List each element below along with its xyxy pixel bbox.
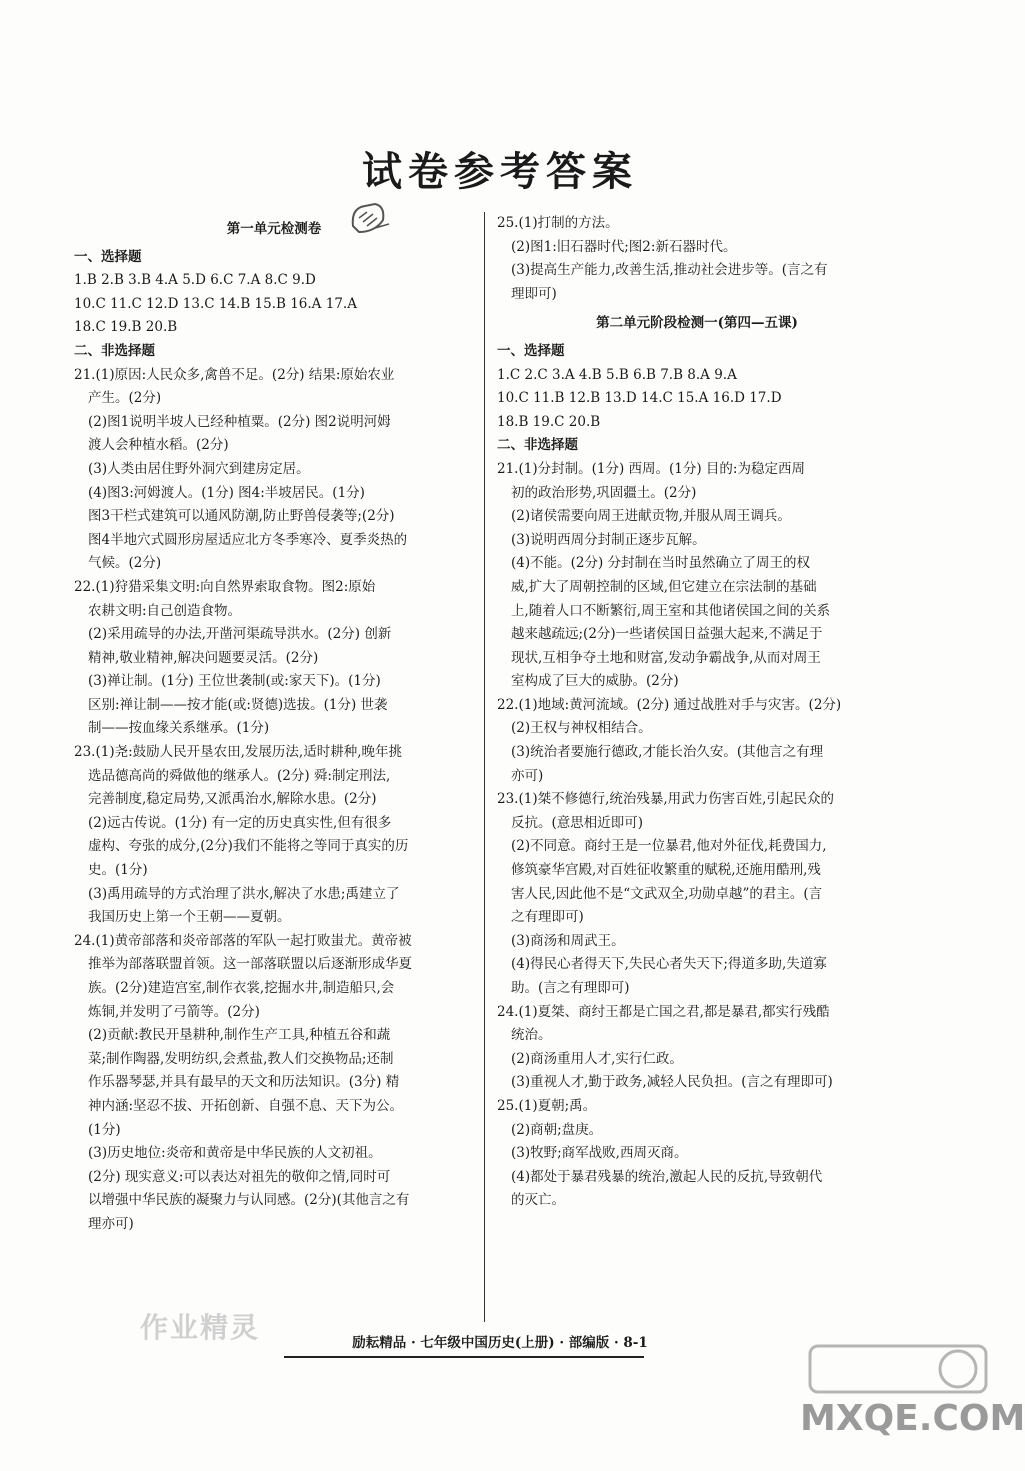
answer-line: 炼铜,并发明了弓箭等。(2分) [88, 1003, 260, 1020]
site-watermark: MXQE.COM [800, 1398, 1025, 1439]
answer-line: 1.B 2.B 3.B 4.A 5.D 6.C 7.A 8.C 9.D [74, 272, 316, 289]
section-title: 第一单元检测卷 [226, 221, 322, 237]
answer-line: 害人民,因此他不是“文武双全,功勋卓越”的君主。(言 [511, 885, 823, 902]
answer-line: 族。(2分)建造宫室,制作衣裳,挖掘水井,制造船只,会 [88, 980, 395, 996]
subsection-heading: 二、非选择题 [497, 437, 578, 454]
answer-line: 气候。(2分) [88, 555, 162, 572]
answer-line: 反抗。(意思相近即可) [511, 814, 644, 831]
answer-line: 区别:禅让制——按才能(或:贤德)选拔。(1分) 世袭 [88, 696, 388, 713]
answer-line: 25.(1)打制的方法。 [497, 215, 619, 231]
answer-line: (3)商汤和周武王。 [511, 932, 625, 949]
column-divider [484, 212, 485, 1322]
answer-line: 10.C 11.C 12.D 13.C 14.B 15.B 16.A 17.A [74, 295, 357, 312]
answer-line: 制——按血缘关系继承。(1分) [88, 720, 270, 737]
answer-line: 修筑豪华宫殿,对百姓征收繁重的赋税,还施用酷刑,残 [511, 862, 821, 879]
answer-line: 上,随着人口不断繁衍,周王室和其他诸侯国之间的关系 [511, 602, 831, 619]
answer-line: (4)都处于暴君残暴的统治,激起人民的反抗,导致朝代 [511, 1168, 823, 1185]
answer-line: (3)提高生产能力,改善生活,推动社会进步等。(言之有 [511, 262, 828, 279]
answer-line: (2分) 现实意义:可以表达对祖先的敬仰之情,同时可 [88, 1168, 391, 1185]
answer-line: 精神,敬业精神,解决问题要灵活。(2分) [88, 649, 319, 666]
answer-line: (3)牧野;商军战败,西周灭商。 [511, 1145, 688, 1162]
answer-line: 理即可) [511, 285, 557, 302]
answer-line: 选品德高尚的舜做他的继承人。(2分) 舜:制定刑法, [88, 767, 391, 784]
answer-line: (3)禹用疏导的方式治理了洪水,解决了水患;禹建立了 [88, 885, 400, 902]
answer-line: (4)不能。(2分) 分封制在当时虽然确立了周王的权 [511, 555, 811, 572]
answer-line: 渡人会种植水稻。(2分) [88, 437, 229, 454]
left-answer-column [74, 212, 474, 1237]
answer-line: (2)不同意。商纣王是一位暴君,他对外征伐,耗费国力, [511, 838, 827, 855]
answer-line: 越来越疏远;(2分)一些诸侯国日益强大起来,不满足于 [511, 626, 823, 643]
answer-line: 亦可) [511, 767, 544, 784]
subsection-heading: 二、非选择题 [74, 342, 155, 359]
page-title: 试卷参考答案 [362, 148, 638, 195]
answer-line: 以增强中华民族的凝聚力与认同感。(2分)(其他言之有 [88, 1192, 410, 1209]
answer-line: (3)统治者要施行德政,才能长治久安。(其他言之有理 [511, 744, 824, 761]
answer-line: (2)诸侯需要向周王进献贡物,并服从周王调兵。 [511, 508, 791, 525]
answer-line: 神内涵:坚忍不拔、开拓创新、自强不息、天下为公。 [88, 1097, 404, 1114]
answer-line: 菜;制作陶器,发明纺织,会煮盐,教人们交换物品;还制 [88, 1050, 394, 1067]
answer-line: (2)图1:旧石器时代;图2:新石器时代。 [511, 238, 737, 255]
section-title: 第二单元阶段检测一(第四—五课) [596, 315, 798, 332]
answer-line: (2)贡献:教民开垦耕种,制作生产工具,种植五谷和蔬 [88, 1027, 391, 1044]
answer-line: (3)禅让制。(1分) 王位世袭制(或:家天下)。(1分) [88, 673, 381, 690]
answer-site-logo-icon [808, 1340, 988, 1396]
answer-line: 产生。(2分) [88, 390, 162, 407]
right-answer-column [497, 212, 897, 1213]
answer-line: 统治。 [511, 1027, 552, 1044]
answer-line: 推举为部落联盟首领。这一部落联盟以后逐渐形成华夏 [88, 956, 412, 973]
answer-line: 图3干栏式建筑可以通风防潮,防止野兽侵袭等;(2分) [88, 508, 395, 525]
answer-line: (3)历史地位:炎帝和黄帝是中华民族的人文初祖。 [88, 1145, 382, 1162]
answer-line: 23.(1)尧:鼓励人民开垦农田,发展历法,适时耕种,晚年挑 [74, 744, 403, 761]
answer-line: 18.B 19.C 20.B [497, 413, 601, 430]
answer-line: (4)得民心者得天下,失民心者失天下;得道多助,失道寡 [511, 956, 827, 973]
answer-line: (2)商朝;盘庚。 [511, 1121, 603, 1138]
answer-line: 初的政治形势,巩固疆土。(2分) [511, 484, 697, 501]
answer-line: 18.C 19.B 20.B [74, 319, 178, 336]
answer-line: (3)说明西周分封制正逐步瓦解。 [511, 531, 706, 548]
answer-line: 之有理即可) [511, 909, 584, 926]
answer-line: (3)重视人才,勤于政务,减轻人民负担。(言之有理即可) [511, 1074, 833, 1091]
answer-line: 21.(1)分封制。(1分) 西周。(1分) 目的:为稳定西周 [497, 460, 805, 477]
answer-line: 室构成了巨大的威胁。(2分) [511, 673, 679, 690]
subsection-heading: 一、选择题 [497, 342, 565, 359]
answer-line: (2)远古传说。(1分) 有一定的历史真实性,但有很多 [88, 814, 392, 831]
answer-line: 助。(言之有理即可) [511, 980, 630, 996]
answer-line: 21.(1)原因:人民众多,禽兽不足。(2分) 结果:原始农业 [74, 366, 395, 383]
answer-line: 作乐器琴瑟,并具有最早的天文和历法知识。(3分) 精 [88, 1074, 400, 1091]
answer-line: (4)图3:河姆渡人。(1分) 图4:半坡居民。(1分) [88, 484, 365, 501]
answer-line: 现状,互相争夺土地和财富,发动争霸战争,从而对周王 [511, 649, 821, 666]
answer-line: 图4半地穴式圆形房屋适应北方冬季寒冷、夏季炎热的 [88, 531, 408, 548]
answer-line: (2)商汤重用人才,实行仁政。 [511, 1050, 683, 1067]
stamp-watermark: 作业精灵 [140, 1311, 261, 1344]
answer-line: 1.C 2.C 3.A 4.B 5.B 6.B 7.B 8.A 9.A [497, 366, 737, 383]
answer-line: (3)人类由居住野外洞穴到建房定居。 [88, 460, 310, 477]
answer-line: 史。(1分) [88, 862, 148, 879]
answer-line: 我国历史上第一个王朝——夏朝。 [88, 909, 291, 926]
answer-line: 的灭亡。 [511, 1192, 565, 1209]
answer-line: 威,扩大了周朝控制的区域,但它建立在宗法制的基础 [511, 578, 817, 595]
footer-rule [284, 1356, 644, 1358]
answer-line: 虚构、夸张的成分,(2分)我们不能将之等同于真实的历 [88, 838, 409, 855]
answer-line: 25.(1)夏朝;禹。 [497, 1097, 597, 1114]
answer-line: (2)采用疏导的办法,开凿河渠疏导洪水。(2分) 创新 [88, 626, 392, 643]
answer-line: 24.(1)黄帝部落和炎帝部落的军队一起打败蚩尤。黄帝被 [74, 932, 412, 949]
answer-line: 完善制度,稳定局势,又派禹治水,解除水患。(2分) [88, 791, 377, 808]
answer-line: 农耕文明:自己创造食物。 [88, 602, 242, 619]
answer-line: 24.(1)夏桀、商纣王都是亡国之君,都是暴君,都实行残酷 [497, 1003, 830, 1020]
answer-line: (2)王权与神权相结合。 [511, 720, 652, 737]
answer-line: (1分) [88, 1121, 121, 1138]
answer-line: (2)图1说明半坡人已经种植粟。(2分) 图2说明河姆 [88, 413, 391, 430]
answer-line: 10.C 11.B 12.B 13.D 14.C 15.A 16.D 17.D [497, 390, 782, 407]
answer-line: 23.(1)桀不修德行,统治残暴,用武力伤害百姓,引起民众的 [497, 791, 834, 808]
answer-line: 理亦可) [88, 1215, 134, 1232]
subsection-heading: 一、选择题 [74, 248, 142, 265]
answer-line: 22.(1)狩猎采集文明:向自然界索取食物。图2:原始 [74, 578, 376, 595]
answer-line: 22.(1)地域:黄河流域。(2分) 通过战胜对手与灾害。(2分) [497, 696, 842, 713]
page-footer: 励耘精品 · 七年级中国历史(上册) · 部编版 · 8-1 [352, 1335, 648, 1351]
